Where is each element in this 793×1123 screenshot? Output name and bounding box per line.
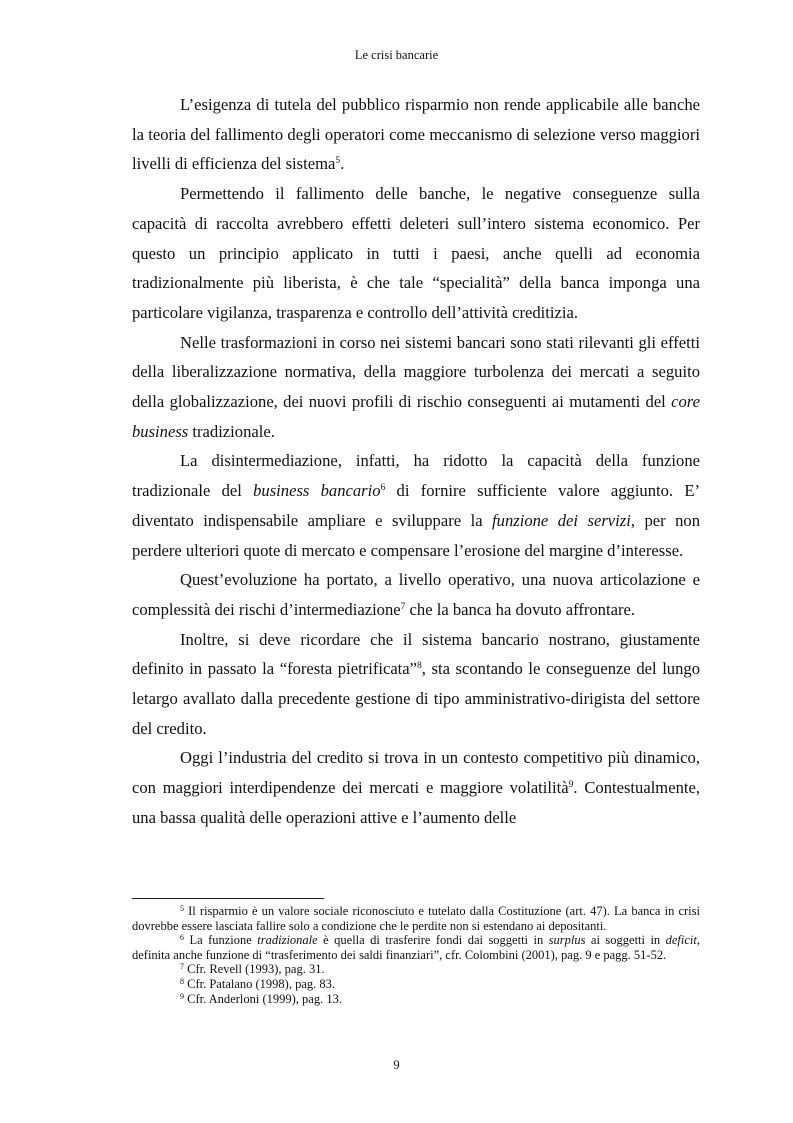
footnote: $^6$ La funzione tradizionale è quella di trasferire fondi dai soggetti in surplus ai soggetti in deficit, definita anche funzione di “trasferimento dei saldi finanziari”, cfr. Colombini (2001), pag. 9 e pagg. 51-52. (132, 933, 700, 962)
page-number: 9 (393, 1058, 400, 1072)
footnote-ref[interactable]: 6 (380, 483, 386, 494)
paragraph: Inoltre, si deve ricordare che il sistema bancario nostrano, giustamente definito in passato la “foresta pietrificata”$^8$, sta scontando le conseguenze del lungo letargo avallato dalla precedente gestione di tipo amministrativo-dirigista del settore del credito. (132, 629, 700, 738)
footnote-ref[interactable]: 8 (417, 661, 422, 672)
body-text (132, 90, 700, 833)
footnote: $^5$ Il risparmio è un valore sociale riconosciuto e tutelato dalla Costituzione (art. 47). La banca in crisi dovrebbe essere lasciata fallire solo a condizione che le perdite non si estendano ai depositanti. (132, 904, 700, 933)
paragraph: La disintermediazione, infatti, ha ridotto la capacità della funzione tradizionale del business bancario$^6$ di fornire sufficiente valore aggiunto. E’ diventato indispensabile ampliare e sviluppare la funzione dei servizi, per non perdere ulteriori quote di mercato e compensare l’erosione del margine d’interesse. (132, 451, 701, 560)
paragraph: L’esigenza di tutela del pubblico risparmio non rende applicabile alle banche la teoria del fallimento degli operatori come meccanismo di selezione verso maggiori livelli di efficienza del sistema$^5$. (132, 95, 700, 174)
footnote-ref[interactable]: 5 (335, 156, 341, 167)
running-header: Le crisi bancarie (354, 48, 439, 62)
footnote-divider (132, 898, 324, 899)
paragraph: Oggi l’industria del credito si trova in un contesto competitivo più dinamico, con maggiori interdipendenze dei mercati e maggiore volatilità$^9$. Contestualmente, una bassa qualità delle operazioni attive e l’aumento delle (132, 748, 700, 827)
footnotes (132, 904, 700, 1006)
paragraph: Quest’evoluzione ha portato, a livello operativo, una nuova articolazione e complessità dei rischi d’intermediazione$^7$ che la banca ha dovuto affrontare. (132, 570, 700, 619)
footnote-ref[interactable]: 9 (568, 780, 574, 791)
footnote: $^9$ Cfr. Anderloni (1999), pag. 13. (180, 991, 342, 1006)
footnote: $^7$ Cfr. Revell (1993), pag. 31. (180, 962, 325, 977)
paragraph: Nelle trasformazioni in corso nei sistemi bancari sono stati rilevanti gli effetti della liberalizzazione normativa, della maggiore turbolenza dei mercati a seguito della globalizzazione, dei nuovi profili di rischio conseguenti ai mutamenti del core business tradizionale. (132, 332, 700, 441)
footnote: $^8$ Cfr. Patalano (1998), pag. 83. (180, 976, 336, 991)
paragraph: Permettendo il fallimento delle banche, le negative conseguenze sulla capacità di raccolta avrebbero effetti deleteri sull’intero sistema economico. Per questo un principio applicato in tutti i paesi, anche quelli ad economia tradizionalmente più liberista, è che tale “specialità” della banca imponga una particolare vigilanza, trasparenza e controllo dell’attività creditizia. (132, 184, 700, 322)
footnote-ref[interactable]: 7 (400, 601, 406, 612)
